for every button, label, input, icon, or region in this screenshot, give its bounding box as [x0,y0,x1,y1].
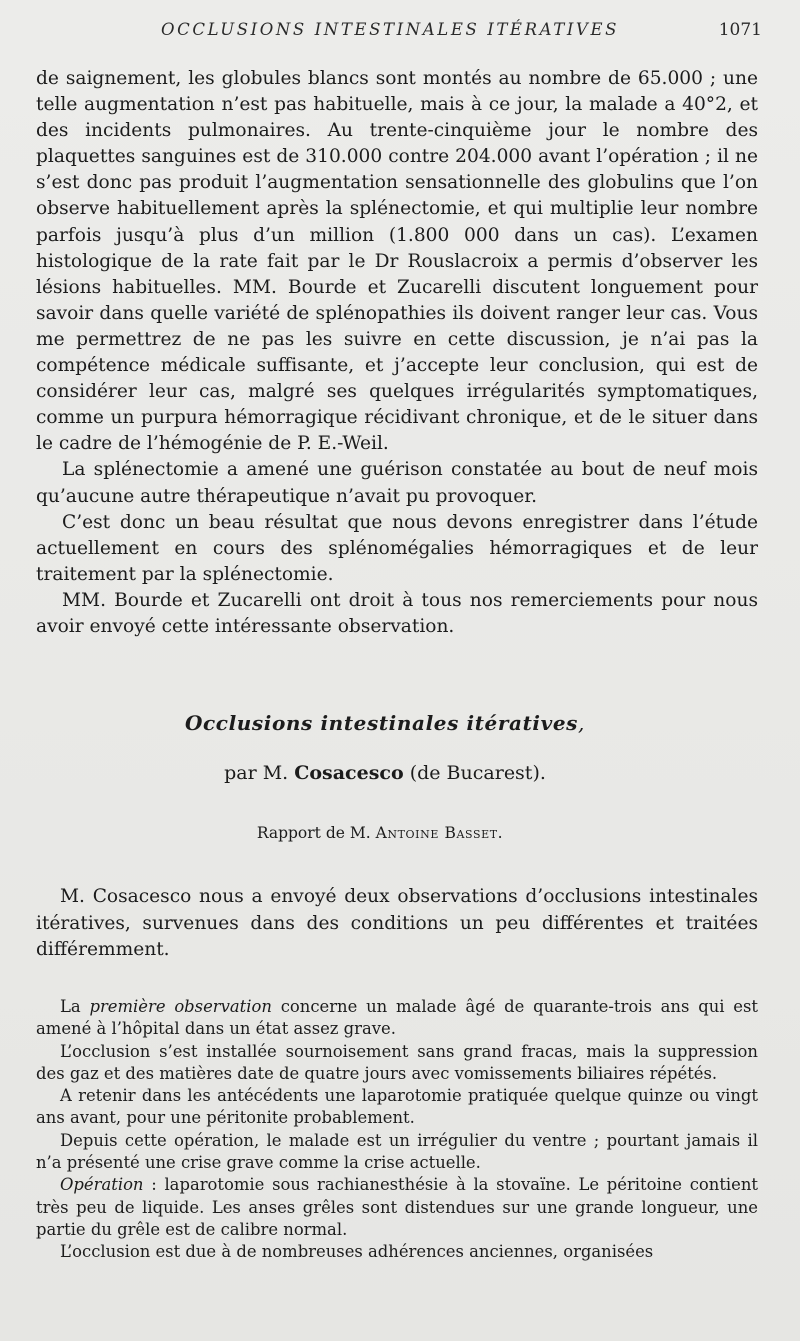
paragraph [36,996,758,1041]
paragraph: Depuis cette opération, le malade est un irrégulier du ventre ; pourtant jamais il n’a présenté une crise grave comme la crise actuelle. [36,1130,758,1173]
article-title-text: Occlusions intestinales itératives [185,711,579,735]
preceding-article-text [36,66,758,640]
author-name: Cosacesco [294,762,404,784]
paragraph: L’occlusion est due à de nombreuses adhérences anciennes, organisées [60,1242,654,1262]
paragraph: MM. Bourde et Zucarelli ont droit à tous nos remerciements pour nous avoir envoyé cette intéressante observation. [36,589,758,637]
page-number: 1071 [718,20,762,40]
emphasis: première observation [89,997,272,1016]
author-origin: (de Bucarest). [409,762,546,784]
paragraph: L’occlusion s’est installée sournoisement sans grand fracas, mais la suppression des gaz et des matières date de quatre jours avec vomissements biliaires répétés. [36,1041,758,1083]
author-prefix: par M. [224,762,289,784]
observation-text [36,996,758,1264]
article-intro [36,884,758,964]
paragraph: C’est donc un beau résultat que nous devons enregistrer dans l’étude actuellement en cours des splénomégalies hémorragiques et de leur traitement par la splénectomie. [36,511,758,585]
article-title [0,711,770,735]
paragraph: A retenir dans les antécédents une laparotomie pratiquée quelque quinze ou vingt ans avant, pour une péritonite probablement. [36,1086,758,1128]
paragraph [36,1174,758,1241]
text-run: concerne un malade âgé de quarante-trois ans qui est amené à l’hôpital dans un état assez grave. [36,997,758,1039]
emphasis: Opération [60,1175,144,1195]
text-run: La [60,997,90,1016]
text-run: : laparotomie sous rachianesthésie à la stovaïne. Le péritoine contient très peu de liquide. Les anses grêles sont distendues sur une grande longueur, une partie du grêle est de calibre normal. [36,1175,758,1239]
paragraph: de saignement, les globules blancs sont montés au nombre de 65.000 ; une telle augmentation n’est pas habituelle, mais à ce jour, la malade a 40°2, et des incidents pulmonaires. Au trente-cinquième jour le nombre des plaquettes sanguines est de 310.000 contre 204.000 avant l’opération ; il ne s’est donc pas produit l’augmentation sensationnelle des globulins que l’on observe habituellement après la splénectomie, et qui multiplie leur nombre parfois jusqu’à plus d’un million (1.800 000 dans un cas). L’examen histologique de la rate fait par le Dr Rouslacroix a permis d’observer les lésions habituelles. MM. Bourde et Zucarelli discutent longuement pour savoir dans quelle variété de splénopathies ils doivent ranger leur cas. Vous me permettrez de ne pas les suivre en cette discussion, je n’ai pas la compétence médicale suffisante, et j’accepte leur conclusion, qui est de considérer leur cas, malgré ses quelques irrégularités symptomatiques, comme un purpura hémorragique récidivant chronique, et de le situer dans le cadre de l’hémogénie de P. E.-Weil. [36,68,758,455]
paragraph: M. Cosacesco nous a envoyé deux observations d’occlusions intestinales itératives, survenues dans des conditions un peu différentes et traitées différemment. [36,886,758,960]
article-title-punct: , [578,711,585,735]
paragraph: La splénectomie a amené une guérison constatée au bout de neuf mois qu’aucune autre thérapeutique n’avait pu provoquer. [36,459,758,507]
article-author [0,762,770,784]
report-author: Antoine Basset. [375,824,504,842]
report-line [0,824,760,842]
running-title: OCCLUSIONS INTESTINALES ITÉRATIVES [161,20,619,39]
report-prefix: Rapport de M. [256,824,371,842]
